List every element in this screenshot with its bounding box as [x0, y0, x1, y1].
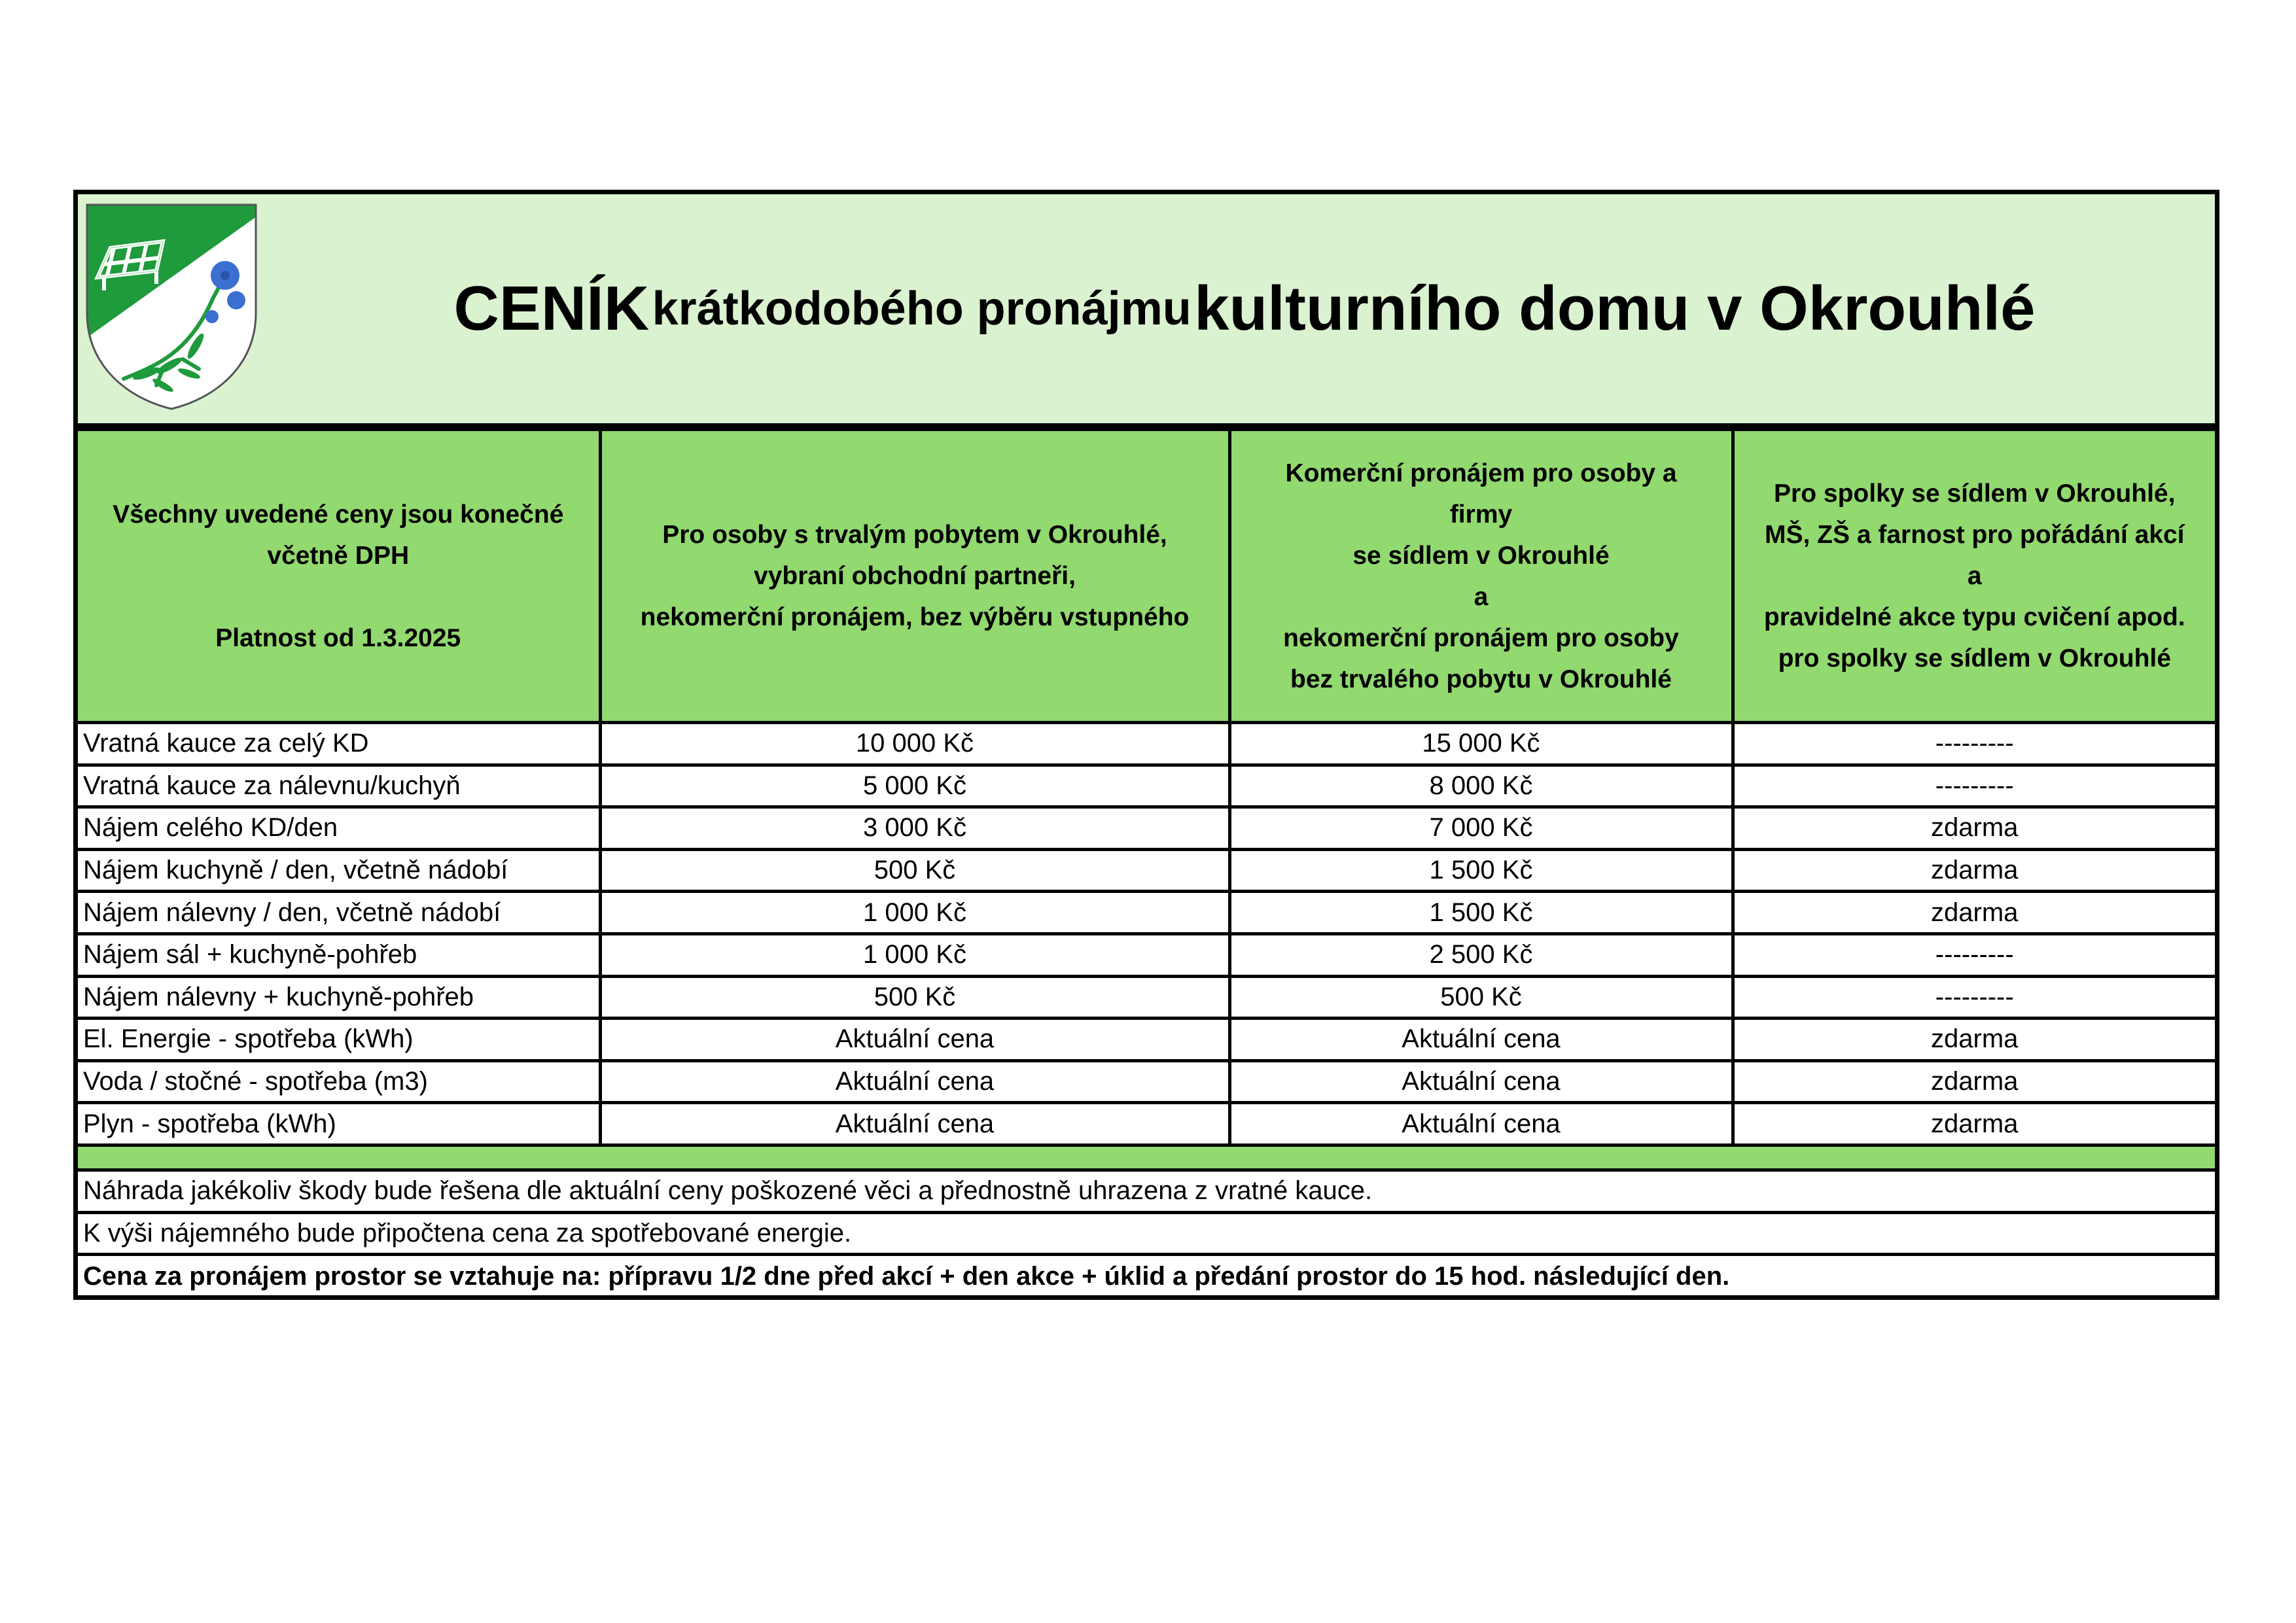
- price-clubs: zdarma: [1733, 849, 2215, 892]
- note-energy: K výši nájemného bude připočtena cena za spotřebované energie.: [78, 1212, 2215, 1255]
- table-row: [78, 765, 2215, 807]
- note-row: [78, 1170, 2215, 1212]
- price-commercial: Aktuální cena: [1229, 1103, 1733, 1145]
- price-resident: 500 Kč: [600, 976, 1229, 1019]
- price-commercial: 1 500 Kč: [1229, 849, 1733, 892]
- price-resident: 1 000 Kč: [600, 934, 1229, 976]
- price-clubs: zdarma: [1733, 1060, 2215, 1103]
- price-clubs: ---------: [1733, 976, 2215, 1019]
- row-label: El. Energie - spotřeba (kWh): [78, 1019, 600, 1061]
- note-row: [78, 1255, 2215, 1297]
- price-commercial: Aktuální cena: [1229, 1060, 1733, 1103]
- price-list-sheet: [73, 190, 2219, 1300]
- price-resident: Aktuální cena: [600, 1019, 1229, 1061]
- table-row: [78, 976, 2215, 1019]
- municipality-coat-of-arms-icon: [84, 202, 258, 411]
- row-label: Voda / stočné - spotřeba (m3): [78, 1060, 600, 1103]
- price-commercial: 7 000 Kč: [1229, 807, 1733, 850]
- title-part-cenik: CENÍK: [453, 273, 650, 343]
- title-part-short-term: krátkodobého pronájmu: [652, 283, 1192, 335]
- price-commercial: 8 000 Kč: [1229, 765, 1733, 807]
- row-label: Nájem celého KD/den: [78, 807, 600, 850]
- row-label: Nájem nálevny + kuchyně-pohřeb: [78, 976, 600, 1019]
- header-commercial: Komerční pronájem pro osoby a firmy se sídlem v Okrouhlé a nekomerční pronájem pro osoby bez trvalého pobytu v Okrouhlé: [1229, 430, 1733, 723]
- table-row: [78, 1060, 2215, 1103]
- note-rental-scope: Cena za pronájem prostor se vztahuje na: přípravu 1/2 dne před akcí + den akce + úklid a předání prostor do 15 hod. následující den.: [78, 1255, 2215, 1297]
- price-clubs: ---------: [1733, 765, 2215, 807]
- price-commercial: 15 000 Kč: [1229, 723, 1733, 765]
- price-commercial: Aktuální cena: [1229, 1019, 1733, 1061]
- table-row: [78, 934, 2215, 976]
- table-row: [78, 1103, 2215, 1145]
- table-header-row: [78, 430, 2215, 723]
- price-resident: Aktuální cena: [600, 1060, 1229, 1103]
- note-row: [78, 1212, 2215, 1255]
- header-residents: Pro osoby s trvalým pobytem v Okrouhlé, vybraní obchodní partneři, nekomerční pronájem, bez výběru vstupného: [600, 430, 1229, 723]
- price-table: [78, 428, 2215, 1297]
- title-band: [78, 194, 2215, 428]
- price-clubs: zdarma: [1733, 1103, 2215, 1145]
- price-commercial: 500 Kč: [1229, 976, 1733, 1019]
- price-clubs: ---------: [1733, 934, 2215, 976]
- price-clubs: zdarma: [1733, 807, 2215, 850]
- row-label: Nájem kuchyně / den, včetně nádobí: [78, 849, 600, 892]
- table-row: [78, 849, 2215, 892]
- price-resident: 5 000 Kč: [600, 765, 1229, 807]
- price-resident: Aktuální cena: [600, 1103, 1229, 1145]
- price-commercial: 1 500 Kč: [1229, 892, 1733, 934]
- row-label: Nájem sál + kuchyně-pohřeb: [78, 934, 600, 976]
- row-label: Nájem nálevny / den, včetně nádobí: [78, 892, 600, 934]
- price-clubs: ---------: [1733, 723, 2215, 765]
- note-damage: Náhrada jakékoliv škody bude řešena dle aktuální ceny poškozené věci a přednostně uhrazena z vratné kauce.: [78, 1170, 2215, 1212]
- row-label: Vratná kauce za celý KD: [78, 723, 600, 765]
- page-title: [274, 194, 2215, 423]
- separator-row: [78, 1145, 2215, 1170]
- price-clubs: zdarma: [1733, 1019, 2215, 1061]
- price-commercial: 2 500 Kč: [1229, 934, 1733, 976]
- price-resident: 3 000 Kč: [600, 807, 1229, 850]
- header-clubs: Pro spolky se sídlem v Okrouhlé, MŠ, ZŠ a farnost pro pořádání akcí a pravidelné akce typu cvičení apod. pro spolky se sídlem v Okrouhlé: [1733, 430, 2215, 723]
- title-part-cultural-house: kulturního domu v Okrouhlé: [1194, 273, 2036, 343]
- price-resident: 10 000 Kč: [600, 723, 1229, 765]
- price-resident: 500 Kč: [600, 849, 1229, 892]
- row-label: Vratná kauce za nálevnu/kuchyň: [78, 765, 600, 807]
- table-row: [78, 1019, 2215, 1061]
- price-clubs: zdarma: [1733, 892, 2215, 934]
- price-resident: 1 000 Kč: [600, 892, 1229, 934]
- header-validity: Všechny uvedené ceny jsou konečné včetně DPH Platnost od 1.3.2025: [78, 430, 600, 723]
- table-row: [78, 723, 2215, 765]
- table-row: [78, 892, 2215, 934]
- row-label: Plyn - spotřeba (kWh): [78, 1103, 600, 1145]
- table-row: [78, 807, 2215, 850]
